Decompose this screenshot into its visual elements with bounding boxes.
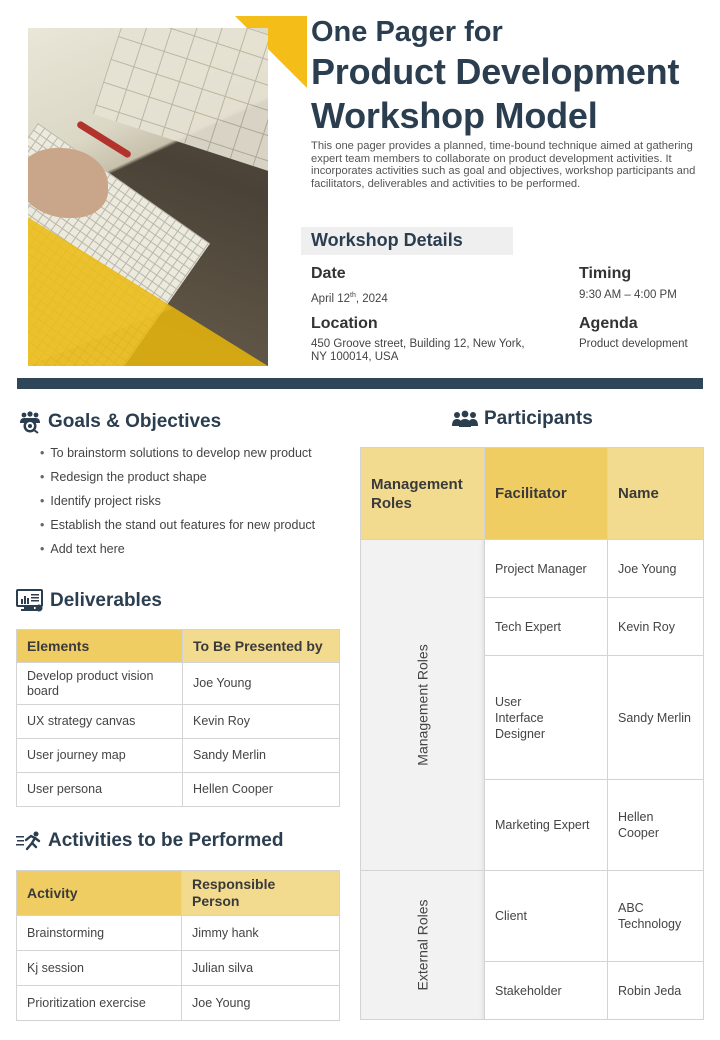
workshop-details-title: Workshop Details: [311, 230, 463, 250]
agenda-label: Agenda: [579, 315, 638, 332]
column-header: Activity: [17, 871, 182, 916]
column-header: Responsible Person: [182, 871, 340, 916]
column-header: Elements: [17, 630, 183, 663]
column-header: Management Roles: [361, 448, 485, 540]
table-header-row: [361, 448, 704, 540]
timing-label: Timing: [579, 265, 632, 282]
goal-item: • Add text here: [40, 541, 315, 565]
location-label: Location: [311, 315, 378, 332]
deliverables-heading: [16, 589, 162, 613]
running-person-icon: [16, 831, 42, 851]
table-row: Tech Expert Kevin Roy: [361, 598, 704, 656]
date-value: April 12th, 2024: [311, 292, 388, 305]
team-target-icon: [18, 410, 42, 434]
group-external-roles: External Roles: [361, 871, 485, 1020]
table-header-row: [17, 630, 340, 663]
people-group-icon: [452, 410, 478, 428]
date-label: Date: [311, 265, 346, 282]
table-row: External Roles Client ABC Technology: [361, 871, 704, 962]
table-header-row: [17, 871, 340, 916]
activities-heading: [16, 830, 283, 852]
goals-list: [40, 445, 315, 565]
group-management-roles: Management Roles: [361, 540, 485, 871]
agenda-value: Product development: [579, 338, 688, 350]
table-row: UX strategy canvas Kevin Roy: [17, 705, 340, 739]
table-row: User journey map Sandy Merlin: [17, 739, 340, 773]
participants-title: Participants: [484, 408, 593, 429]
deliverables-table: [16, 629, 340, 807]
table-row: Marketing Expert Hellen Cooper: [361, 780, 704, 871]
column-header: Facilitator: [485, 448, 608, 540]
table-row: Prioritization exercise Joe Young: [17, 986, 340, 1021]
table-row: Brainstorming Jimmy hank: [17, 916, 340, 951]
timing-value: 9:30 AM – 4:00 PM: [579, 289, 677, 301]
goals-heading: [18, 410, 221, 434]
participants-table: [360, 447, 704, 1020]
column-header: Name: [608, 448, 704, 540]
table-row: Develop product vision board Joe Young: [17, 663, 340, 705]
location-value: 450 Groove street, Building 12, New York, NY 100014, USA: [311, 338, 525, 363]
monitor-chart-icon: [16, 589, 44, 613]
participants-heading: [452, 408, 593, 430]
title-line-2: Product Development: [311, 51, 680, 92]
activities-table: [16, 870, 340, 1021]
activities-title: Activities to be Performed: [48, 830, 284, 851]
goal-item: • Identify project risks: [40, 493, 315, 517]
table-row: Management Roles Project Manager Joe Young: [361, 540, 704, 598]
goal-item: • Establish the stand out features for new product: [40, 517, 315, 541]
page-title: [311, 14, 679, 138]
table-row: User Interface Designer Sandy Merlin: [361, 656, 704, 780]
table-row: Kj session Julian silva: [17, 951, 340, 986]
goal-item: • Redesign the product shape: [40, 469, 315, 493]
column-header: To Be Presented by: [183, 630, 340, 663]
page-description: This one pager provides a planned, time-bound technique aimed at gathering expert team members to collaborate on product development activities. It incorporates activities such as goal and objectives, workshop participants and facilitators, deliverables and activities to be performed.: [311, 140, 696, 190]
deliverables-title: Deliverables: [50, 590, 162, 611]
table-row: Stakeholder Robin Jeda: [361, 962, 704, 1020]
goals-title: Goals & Objectives: [48, 411, 222, 432]
workshop-image: [28, 28, 268, 366]
title-line-1: One Pager for: [311, 16, 503, 48]
title-line-3: Workshop Model: [311, 95, 598, 136]
table-row: User persona Hellen Cooper: [17, 773, 340, 807]
goal-item: • To brainstorm solutions to develop new product: [40, 445, 315, 469]
section-divider: [17, 378, 703, 389]
hero-photo: [28, 16, 280, 366]
